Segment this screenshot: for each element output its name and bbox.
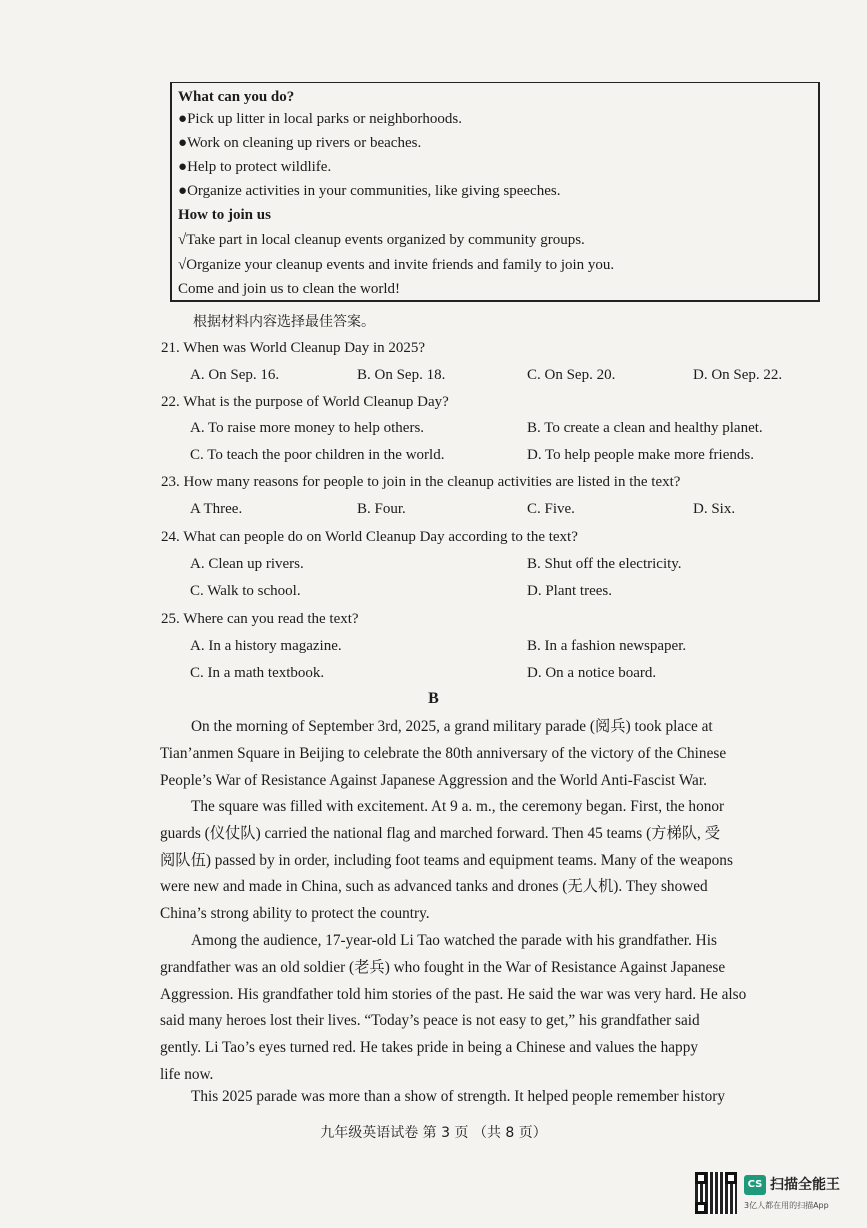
option-24c: C. Walk to school. (190, 583, 301, 599)
bullet-icon: ● (178, 159, 188, 175)
check-icon: √ (178, 257, 187, 273)
option-22c: C. To teach the poor children in the world. (190, 447, 445, 463)
passage-paragraph-1: On the morning of September 3rd, 2025, a grand military parade (阅兵) took place at Tian’anmen Square in Beijing to celebrate the 80th anniversary of the victory of the Chinese People’s War of Resistance Against Japanese Aggression and the World Anti-Fascist War. (160, 718, 727, 789)
box-closing: Come and join us to clean the world! (178, 281, 401, 297)
option-23b: B. Four. (357, 501, 406, 517)
scanner-subtitle: 3亿人都在用的扫描App (744, 1201, 829, 1210)
option-24d: D. Plant trees. (527, 583, 612, 599)
option-21b: B. On Sep. 18. (357, 367, 446, 383)
section-heading-b: B (428, 690, 439, 707)
bullet-item: ●Help to protect wildlife. (178, 159, 332, 175)
option-22d: D. To help people make more friends. (527, 447, 754, 463)
check-item: √Take part in local cleanup events organized by community groups. (178, 232, 585, 248)
bullet-item: ●Pick up litter in local parks or neighborhoods. (178, 111, 463, 127)
option-25d: D. On a notice board. (527, 665, 657, 681)
question-24: 24. What can people do on World Cleanup Day according to the text? (161, 529, 578, 545)
option-25a: A. In a history magazine. (190, 638, 342, 654)
question-23: 23. How many reasons for people to join in the cleanup activities are listed in the text? (161, 474, 681, 490)
passage-paragraph-2: The square was filled with excitement. At 9 a. m., the ceremony began. First, the honor guards (仪仗队) carried the national flag and marched forward. Then 45 teams (方梯队, 受 阅队伍) passed by in order, including foot teams and equipment teams. Many of the weapons were new and made in China, such as advanced tanks and drones (无人机). They showed China’s strong ability to protect the country. (160, 798, 733, 923)
option-23a: A Three. (190, 501, 243, 517)
option-22b: B. To create a clean and healthy planet. (527, 420, 763, 436)
option-23d: D. Six. (693, 501, 736, 517)
box-heading-join: How to join us (178, 207, 271, 223)
qr-code-icon (695, 1172, 737, 1214)
option-22a: A. To raise more money to help others. (190, 420, 425, 436)
check-item: √Organize your cleanup events and invite friends and family to join you. (178, 257, 615, 273)
option-25b: B. In a fashion newspaper. (527, 638, 687, 654)
option-21c: C. On Sep. 20. (527, 367, 616, 383)
bullet-icon: ● (178, 135, 188, 151)
passage-paragraph-3: Among the audience, 17-year-old Li Tao watched the parade with his grandfather. His grandfather was an old soldier (老兵) who fought in the War of Resistance Against Japanese Aggression. His grandfather told him stories of the past. He said the war was very hard. He also said many heroes lost their lives. “Today’s peace is not easy to get,” his grandfather said gently. Li Tao’s eyes turned red. He takes pride in being a Chinese and values the happy life now. (160, 932, 747, 1083)
camscanner-logo-icon: CS (744, 1175, 766, 1195)
option-24b: B. Shut off the electricity. (527, 556, 682, 572)
scanner-title: 扫描全能王 (770, 1177, 840, 1193)
page-footer: 九年级英语试卷 第 3 页 （共 8 页） (320, 1125, 547, 1141)
box-heading-what: What can you do? (178, 89, 295, 105)
question-25: 25. Where can you read the text? (161, 611, 359, 627)
option-21a: A. On Sep. 16. (190, 367, 280, 383)
option-25c: C. In a math textbook. (190, 665, 325, 681)
passage-paragraph-4: This 2025 parade was more than a show of strength. It helped people remember history (191, 1088, 725, 1105)
option-21d: D. On Sep. 22. (693, 367, 783, 383)
question-21: 21. When was World Cleanup Day in 2025? (161, 340, 426, 356)
bullet-icon: ● (178, 111, 188, 127)
bullet-item: ●Work on cleaning up rivers or beaches. (178, 135, 422, 151)
bullet-item: ●Organize activities in your communities, like giving speeches. (178, 183, 561, 199)
option-23c: C. Five. (527, 501, 575, 517)
option-24a: A. Clean up rivers. (190, 556, 304, 572)
question-22: 22. What is the purpose of World Cleanup Day? (161, 394, 449, 410)
bullet-icon: ● (178, 183, 188, 199)
instruction: 根据材料内容选择最佳答案。 (193, 314, 375, 330)
check-icon: √ (178, 232, 187, 248)
